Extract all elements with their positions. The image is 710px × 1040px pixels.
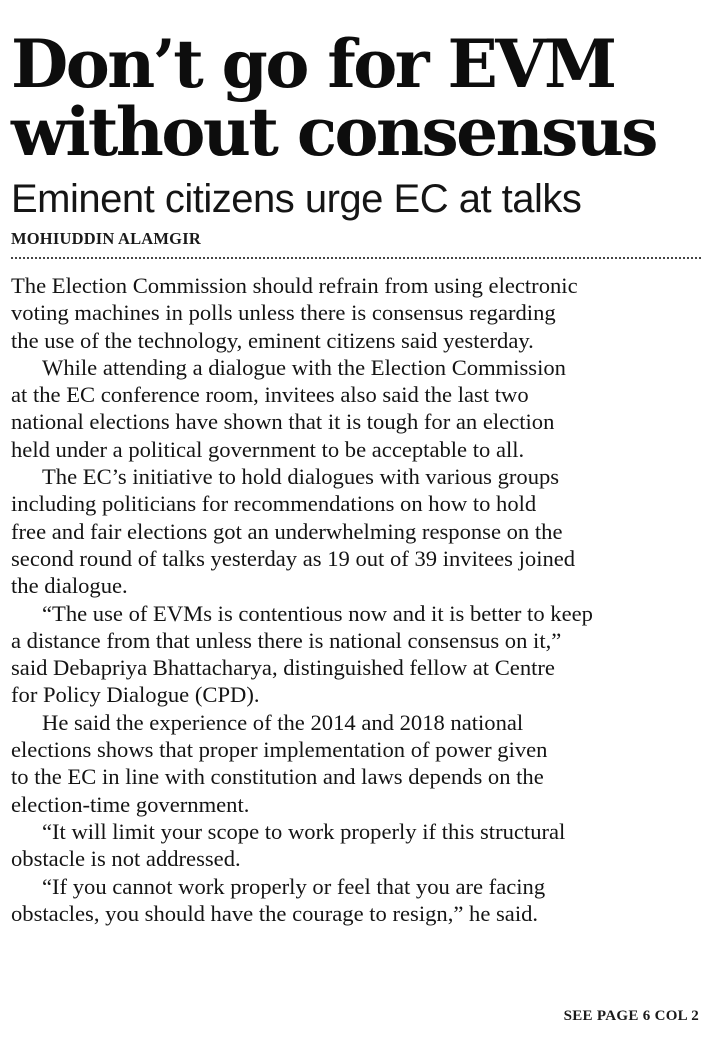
headline-line-1: Don’t go for EVM [11, 25, 615, 103]
continuation-jump-line: SEE PAGE 6 COL 2 [563, 1008, 699, 1024]
paragraph: While attending a dialogue with the Election Commission at the EC conference room, invitees also said the last two national elections have shown that it is tough for an election held under a political government to be acceptable to all. [11, 354, 566, 462]
paragraph: “It will limit your scope to work properly if this structural obstacle is not addressed. [11, 818, 566, 872]
news-article [11, 0, 701, 927]
paragraph: The EC’s initiative to hold dialogues with various groups including politicians for recommendations on how to hold free and fair elections got an underwhelming response on the second round of talks yesterday as 19 out of 39 invitees joined the dialogue. [11, 464, 576, 599]
paragraph: He said the experience of the 2014 and 2018 national elections shows that proper implementation of power given to the EC in line with constitution and laws depends on the election-time government. [11, 709, 548, 817]
paragraph: The Election Commission should refrain from using electronic voting machines in polls unless there is consensus regarding the use of the technology, eminent citizens said yesterday. [11, 273, 578, 353]
paragraph: “The use of EVMs is contentious now and it is better to keep a distance from that unless there is national consensus on it,” said Debapriya Bhattacharya, distinguished fellow at Centre for Policy Dialogue (CPD). [11, 600, 593, 708]
paragraph: “If you cannot work properly or feel that you are facing obstacles, you should have the courage to resign,” he said. [11, 873, 546, 926]
dotted-divider [11, 257, 701, 259]
headline [11, 0, 701, 171]
subheadline: Eminent citizens urge EC at talks [11, 177, 582, 221]
headline-line-2: without consensus [11, 93, 656, 171]
article-body [11, 272, 701, 927]
byline: MOHIUDDIN ALAMGIR [11, 229, 201, 248]
